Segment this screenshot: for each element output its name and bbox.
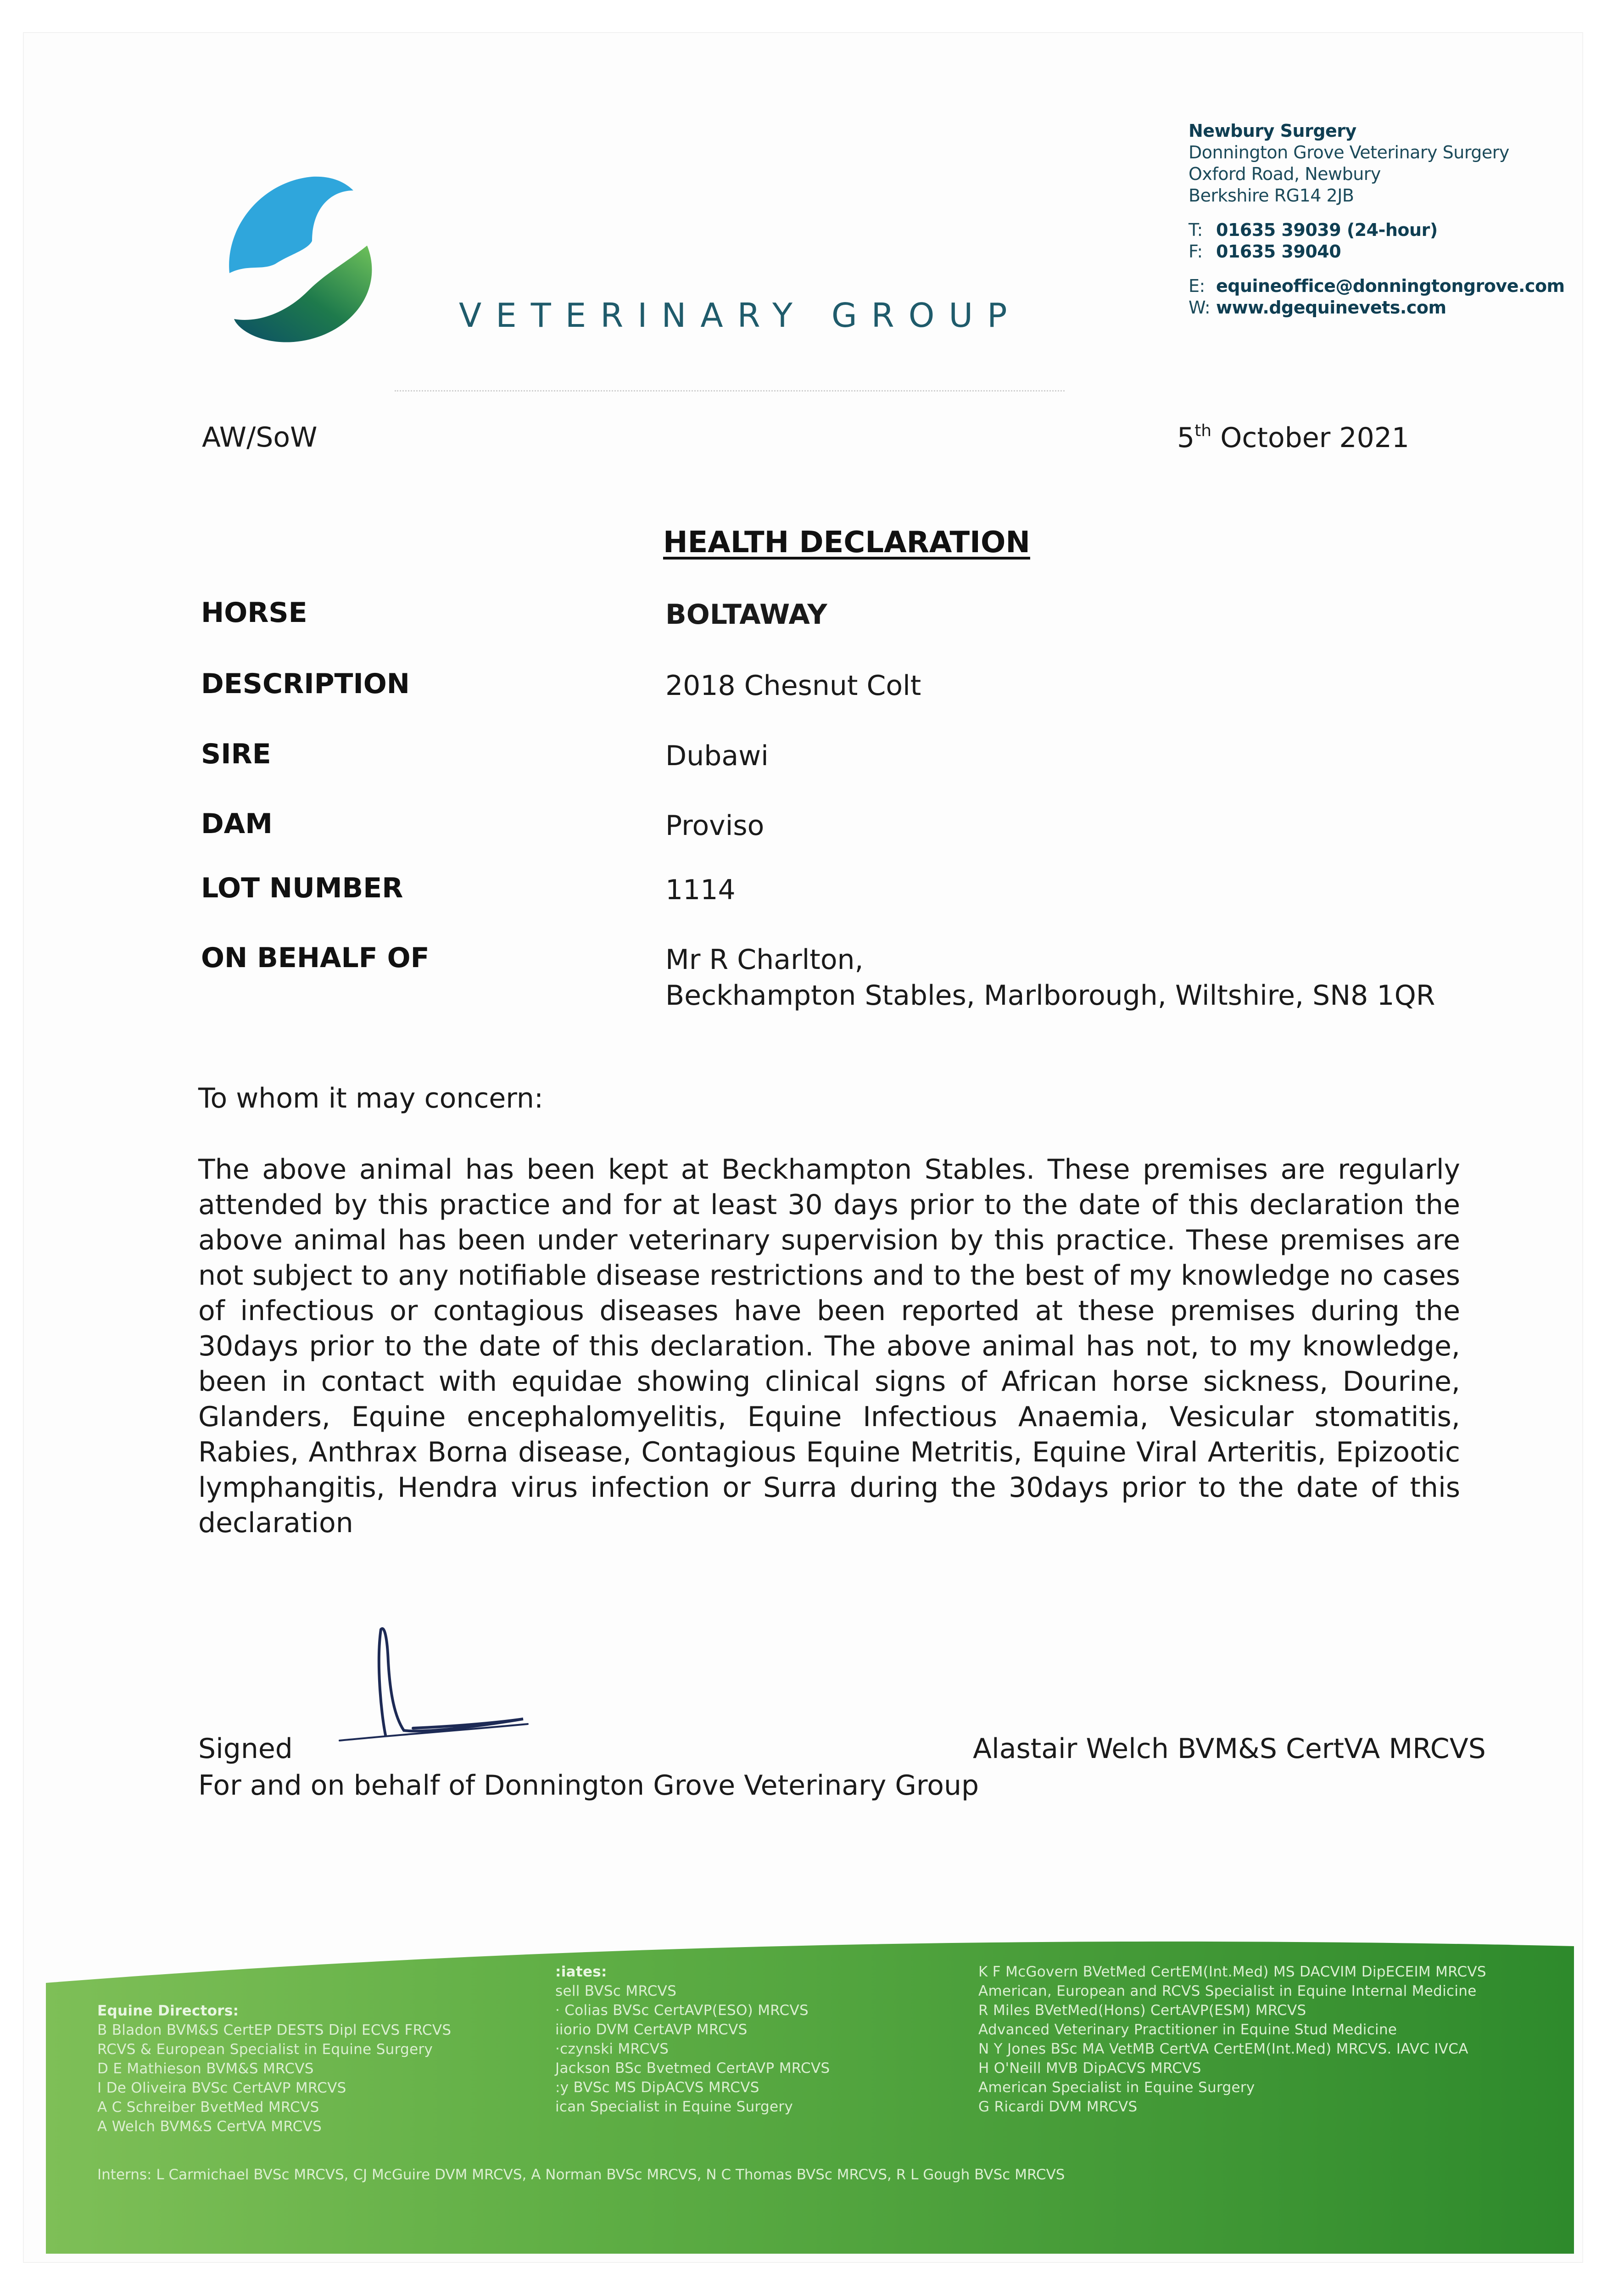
detail-row-description: [201, 668, 1486, 705]
footer-line: ·czynski MRCVS: [555, 2041, 669, 2057]
header-divider: [395, 390, 1065, 392]
greeting: To whom it may concern:: [198, 1082, 544, 1114]
scan-background: [23, 32, 1583, 2263]
detail-value: 1114: [665, 874, 736, 906]
phone-label: T:: [1189, 220, 1203, 240]
detail-label: HORSE: [201, 597, 307, 629]
footer-directors-heading: Equine Directors:: [97, 2003, 239, 2019]
footer-line: · Colias BVSc CertAVP(ESO) MRCVS: [555, 2002, 809, 2019]
detail-row-dam: [201, 808, 1486, 845]
detail-label: DESCRIPTION: [201, 668, 410, 700]
footer-interns: Interns: L Carmichael BVSc MRCVS, CJ McGuire DVM MRCVS, A Norman BVSc MRCVS, N C Thomas BVSc MRCVS, R L Gough BVSc MRCVS: [97, 2166, 1065, 2183]
phone-number: 01635 39039 (24-hour): [1216, 220, 1438, 240]
surgery-name: Newbury Surgery: [1189, 121, 1356, 141]
letter-date: [1177, 421, 1409, 454]
address-line: Oxford Road, Newbury: [1189, 164, 1381, 184]
footer-line: G Ricardi DVM MRCVS: [978, 2099, 1138, 2115]
footer-line: American Specialist in Equine Surgery: [978, 2079, 1255, 2096]
brand-tagline: VETERINARY GROUP: [459, 296, 1021, 335]
detail-label: SIRE: [201, 738, 271, 770]
footer-line: R Miles BVetMed(Hons) CertAVP(ESM) MRCVS: [978, 2002, 1306, 2019]
footer-line: :y BVSc MS DipACVS MRCVS: [555, 2079, 759, 2096]
date-rest: October 2021: [1220, 422, 1410, 454]
footer-line: B Bladon BVM&S CertEP DESTS Dipl ECVS FRCVS: [97, 2022, 452, 2038]
address-line: Donnington Grove Veterinary Surgery: [1189, 142, 1509, 162]
footer-line: D E Mathieson BVM&S MRCVS: [97, 2060, 314, 2077]
footer-line: A C Schreiber BvetMed MRCVS: [97, 2099, 319, 2116]
date-suffix: th: [1194, 421, 1212, 440]
handwritten-signature-icon: [330, 1620, 569, 1744]
on-behalf-line: For and on behalf of Donnington Grove Veterinary Group: [198, 1769, 979, 1802]
detail-value: 2018 Chesnut Colt: [665, 670, 921, 702]
footer-line: N Y Jones BSc MA VetMB CertVA CertEM(Int.Med) MRCVS. IAVC IVCA: [978, 2041, 1468, 2057]
web-label: W:: [1189, 297, 1211, 318]
footer-line: American, European and RCVS Specialist in Equine Internal Medicine: [978, 1983, 1477, 1999]
detail-value: Dubawi: [665, 740, 769, 772]
email-link[interactable]: equineoffice@donningtongrove.com: [1216, 276, 1565, 296]
address-block: [1189, 120, 1602, 319]
detail-label: DAM: [201, 808, 273, 840]
detail-row-sire: [201, 738, 1486, 775]
footer-directors: [97, 2001, 451, 2136]
date-day: 5: [1177, 422, 1195, 454]
footer-line: A Welch BVM&S CertVA MRCVS: [97, 2118, 322, 2135]
detail-label: LOT NUMBER: [201, 872, 403, 904]
fax-label: F:: [1189, 241, 1203, 262]
footer-line: I De Oliveira BVSc CertAVP MRCVS: [97, 2080, 346, 2096]
footer-line: K F McGovern BVetMed CertEM(Int.Med) MS DACVIM DipECEIM MRCVS: [978, 1964, 1486, 1980]
veterinary-group-logo-icon: [220, 172, 385, 347]
footer-specialists: [978, 1962, 1486, 2116]
footer-line: Advanced Veterinary Practitioner in Equine Stud Medicine: [978, 2021, 1397, 2038]
detail-value: [665, 942, 1435, 1013]
declaration-paragraph: The above animal has been kept at Beckhampton Stables. These premises are regularly attended by this practice and for at least 30 days prior to the date of this declaration the above animal has been under veterinary supervision by this practice. These premises are not subject to any notifiable disease restrictions and to the best of my knowledge no cases of infectious or contagious diseases have been reported at these premises during the 30days prior to the date of this declaration. The above animal has not, to my knowledge, been in contact with equidae showing clinical signs of African horse sickness, Dourine, Glanders, Equine encephalomyelitis, Equine Infectious Anaemia, Vesicular stomatitis, Rabies, Anthrax Borna disease, Contagious Equine Metritis, Equine Viral Arteritis, Epizootic lymphangitis, Hendra virus infection or Surra during the 30days prior to the date of this declaration: [198, 1153, 1460, 1539]
letter-reference: AW/SoW: [202, 421, 318, 453]
signed-label: Signed: [198, 1733, 293, 1765]
detail-row-on-behalf-of: [201, 942, 1486, 1015]
detail-label: ON BEHALF OF: [201, 942, 430, 974]
owner-address: Beckhampton Stables, Marlborough, Wiltshire, SN8 1QR: [665, 980, 1435, 1012]
owner-name: Mr R Charlton,: [665, 944, 864, 976]
detail-row-lot-number: [201, 872, 1486, 909]
detail-value: Proviso: [665, 810, 765, 842]
footer-line: iiorio DVM CertAVP MRCVS: [555, 2021, 748, 2038]
email-label: E:: [1189, 276, 1205, 296]
footer-line: H O'Neill MVB DipACVS MRCVS: [978, 2060, 1201, 2077]
detail-row-horse: [201, 597, 1486, 633]
document-title: HEALTH DECLARATION: [663, 526, 1030, 560]
detail-value: BOLTAWAY: [665, 599, 827, 631]
footer-line: RCVS & European Specialist in Equine Surgery: [97, 2041, 433, 2058]
footer-associates: [555, 1962, 830, 2116]
footer-line: ican Specialist in Equine Surgery: [555, 2099, 793, 2115]
footer-line: Jackson BSc Bvetmed CertAVP MRCVS: [555, 2060, 830, 2077]
fax-number: 01635 39040: [1216, 241, 1341, 262]
footer-associates-heading: :iates:: [555, 1964, 607, 1980]
address-line: Berkshire RG14 2JB: [1189, 185, 1354, 206]
website-link[interactable]: www.dgequinevets.com: [1216, 297, 1446, 318]
footer-line: sell BVSc MRCVS: [555, 1983, 677, 1999]
signer-name: Alastair Welch BVM&S CertVA MRCVS: [973, 1733, 1486, 1765]
